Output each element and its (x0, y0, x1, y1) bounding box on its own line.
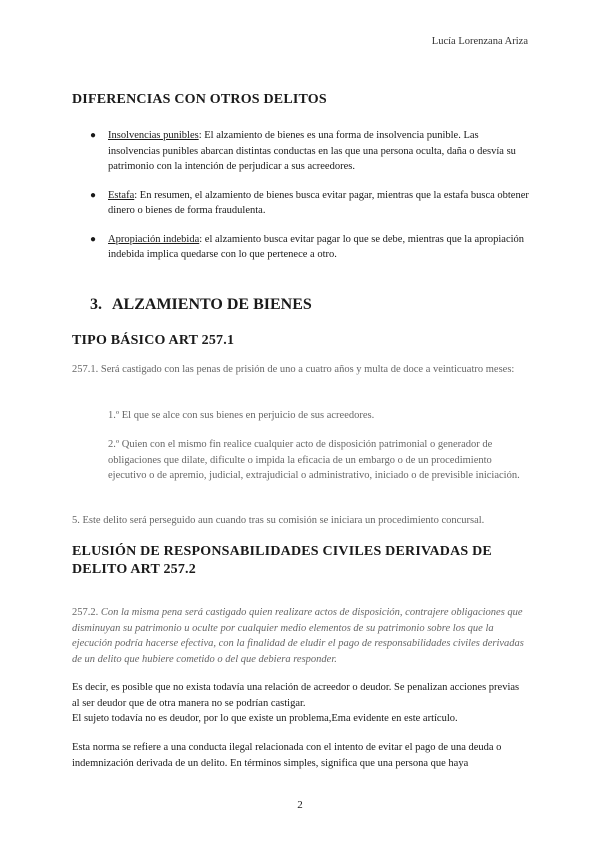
list-item (90, 128, 530, 175)
article-point-2: 2.º Quien con el mismo fin realice cualquier acto de disposición patrimonial o generador de obligaciones que dilate, dificulte o impida la eficacia de un embargo o de un procedimiento ejecutivo o de apremio, judicial, extrajudicial o administrativo, iniciado o de previsible iniciación. (108, 439, 520, 481)
header-author: Lucía Lorenzana Ariza (431, 36, 528, 47)
term-text: : El alzamiento de bienes es una forma de insolvencia punible. Las insolvencias punibles abarcan distintas conductas en las que una persona oculta, daña o desvía su patrimonio con la intención de perjudicar a sus acreedores. (108, 130, 516, 172)
list-item (90, 188, 530, 219)
section-title-diferencias: DIFERENCIAS CON OTROS DELITOS (72, 92, 327, 107)
term-label: Apropiación indebida (108, 233, 200, 245)
explanation-paragraph-2: El sujeto todavía no es deudor, por lo que existe un problema,Ema evidente en este artículo. (72, 713, 458, 724)
article-number: 257.2. (72, 607, 101, 618)
diferencias-list (90, 128, 530, 276)
bullet-icon: ● (90, 233, 97, 245)
explanation-paragraph-3: Esta norma se refiere a una conducta ilegal relacionada con el intento de evitar el pago de una deuda o indemnización derivada de un delito. En términos simples, significa que una persona que haya (72, 742, 502, 769)
page-number: 2 (297, 799, 303, 811)
article-point-1: 1.º El que se alce con sus bienes en perjuicio de sus acreedores. (108, 410, 375, 421)
term-label: Insolvencias punibles (108, 130, 199, 141)
explanation-paragraph-1: Es decir, es posible que no exista todavía una relación de acreedor o deudor. Se penalizan acciones previas al ser deudor que de otra manera no se podrían castigar. (72, 682, 520, 709)
article-intro: 257.1. Será castigado con las penas de prisión de uno a cuatro años y multa de doce a veinticuatro meses: (72, 364, 515, 375)
section-heading-text: ALZAMIENTO DE BIENES (112, 296, 312, 313)
article-point-5: 5. Este delito será perseguido aun cuando tras su comisión se iniciara un procedimiento concursal. (72, 515, 485, 526)
subsection-title-elusion: ELUSIÓN DE RESPONSABILIDADES CIVILES DERIVADAS DE DELITO ART 257.2 (72, 544, 492, 577)
section-number: 3. (90, 296, 102, 313)
article-257-2 (72, 605, 528, 667)
section-heading-3 (90, 296, 312, 314)
term-text: : el alzamiento busca evitar pagar lo que se debe, mientras que la apropiación indebida implica quedarse con lo que pertenece a otro. (108, 233, 525, 260)
term-label: Estafa (108, 189, 135, 201)
bullet-icon: ● (90, 189, 97, 201)
list-item (90, 232, 530, 263)
bullet-icon: ● (90, 130, 97, 141)
term-text: : En resumen, el alzamiento de bienes busca evitar pagar, mientras que la estafa busca obtener dinero o bienes de forma fraudulenta. (108, 189, 529, 216)
subsection-title-tipo-basico: TIPO BÁSICO ART 257.1 (72, 333, 235, 348)
article-text: Con la misma pena será castigado quien realizare actos de disposición, contrajere obligaciones que disminuyan su patrimonio u oculte por cualquier medio elementos de su patrimonio sobre los que la ejecución podría hacerse efectiva, con la finalidad de eludir el pago de responsabilidades civiles derivadas de un delito que hubiere cometido o del que debiera responder. (72, 607, 524, 665)
